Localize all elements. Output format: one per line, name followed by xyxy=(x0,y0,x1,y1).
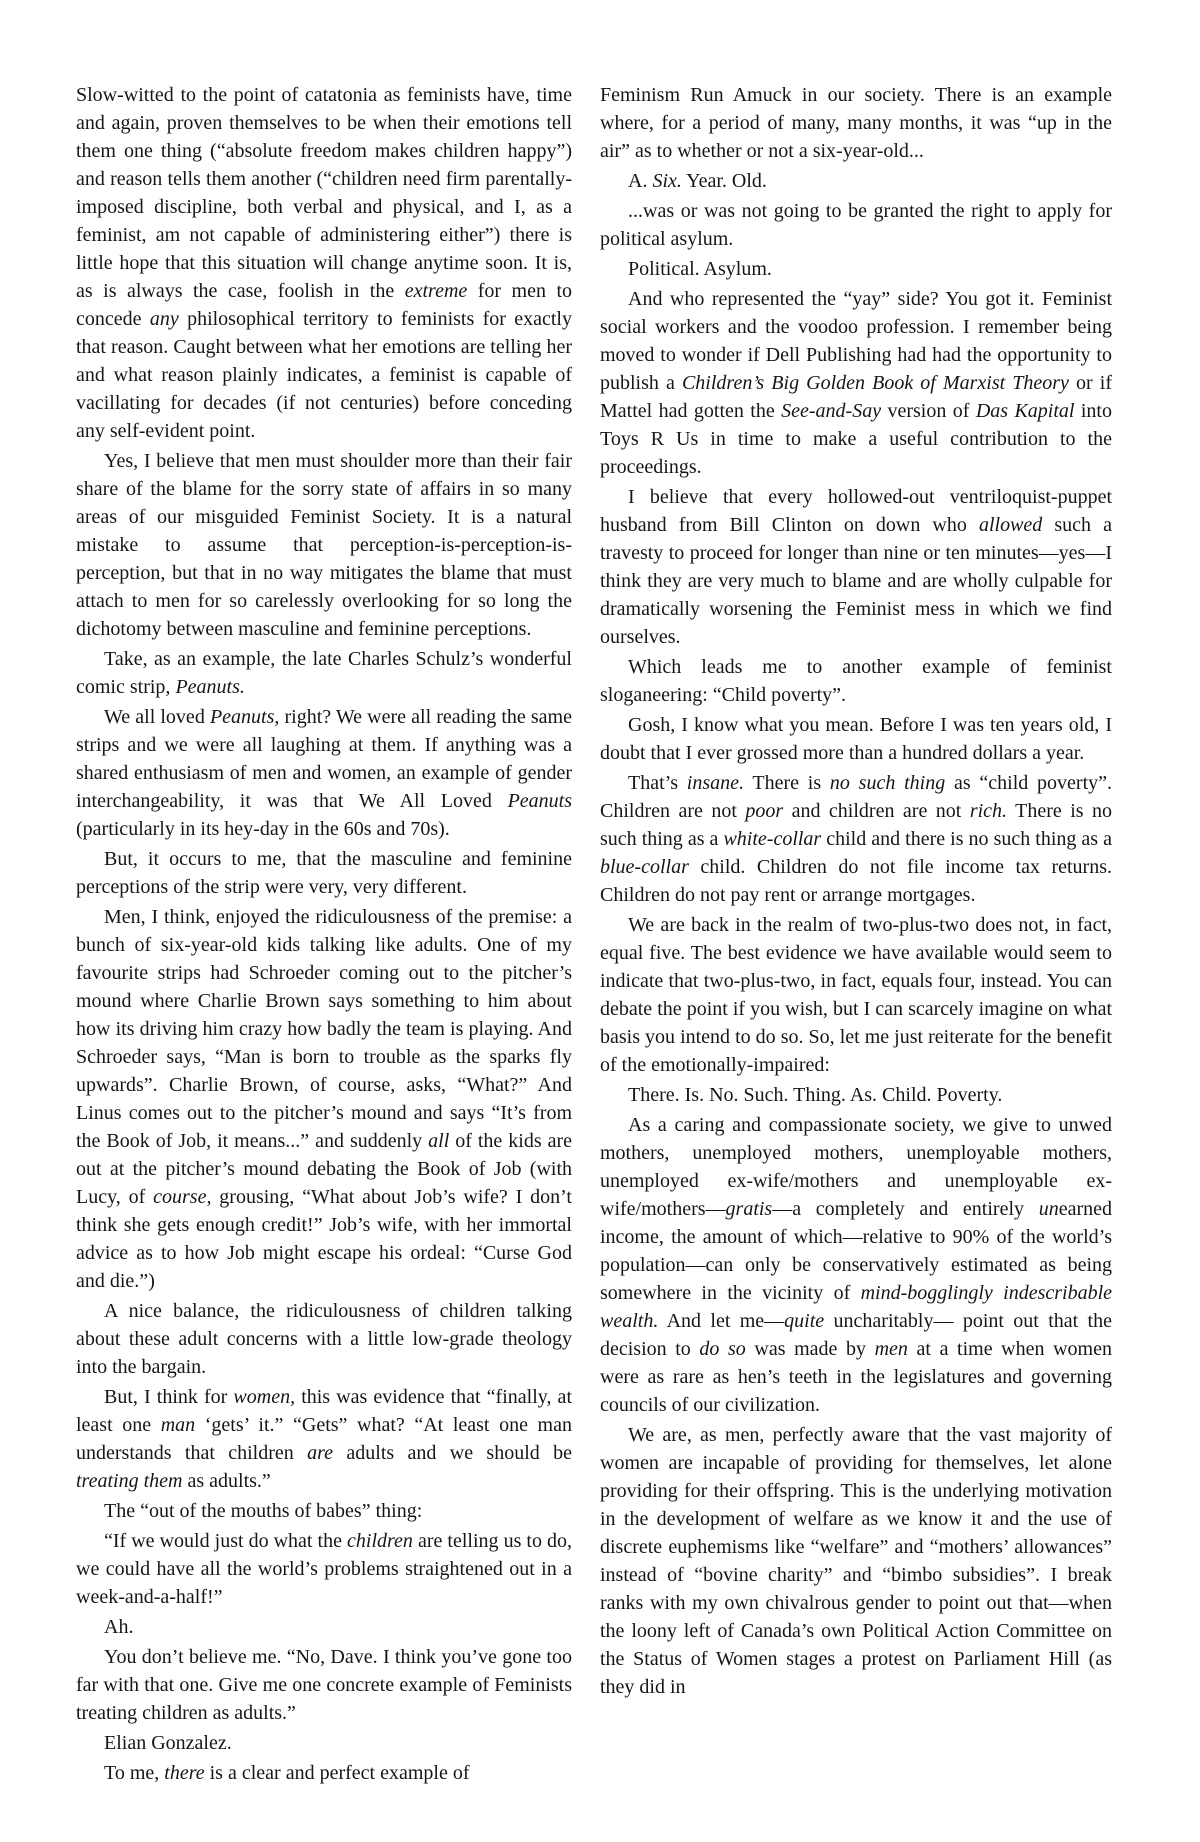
text-run: was made by xyxy=(745,1338,875,1360)
paragraph xyxy=(76,903,572,1295)
italic-text: Peanuts. xyxy=(175,676,245,698)
text-run: is a clear and perfect example of xyxy=(204,1762,470,1784)
left-text-column xyxy=(76,81,572,1789)
italic-text: all xyxy=(428,1130,450,1152)
text-run: “If we would just do what the xyxy=(104,1530,348,1552)
italic-text: white-collar xyxy=(723,828,822,850)
text-run: The “out of the mouths of babes” thing: xyxy=(104,1500,423,1522)
text-run: of the kids are out at the pitcher’s mound debating the Book of Job (with Lucy, of xyxy=(76,1130,572,1208)
italic-text: extreme xyxy=(404,280,468,302)
text-run: , right? We were all reading the same strips and we were all laughing at them. If anything was a shared enthusiasm of men and women, an example of gender interchangeability, it was that We All Loved xyxy=(76,706,572,812)
paragraph xyxy=(600,653,1112,709)
italic-text: no such thing xyxy=(829,772,946,794)
text-run: (particularly in its hey-day in the 60s and 70s). xyxy=(76,818,450,840)
text-run: Men, I think, enjoyed the ridiculousness of the premise: a bunch of six-year-old kids talking like adults. One of my favourite strips had Schroeder coming out to the pitcher’s mound where Charlie Brown says something to him about how its driving him crazy how badly the team is playing. And Schroeder says, “Man is born to trouble as the sparks fly upwards”. Charlie Brown, of course, asks, “What?” And Linus comes out to the pitcher’s mound and says “It’s from the Book of Job, it means...” and suddenly xyxy=(76,906,572,1152)
text-run: There is no such thing as a xyxy=(600,800,1113,850)
paragraph xyxy=(76,645,572,701)
text-run: Year. Old. xyxy=(681,170,767,192)
italic-text: allowed xyxy=(978,514,1043,536)
text-run: And who represented the “yay” side? You got it. Feminist social workers and the voodoo profession. I remember being moved to wonder if Dell Publishing had had the opportunity to publish a xyxy=(600,288,1112,394)
italic-text: mind-bogglingly indescribable wealth. xyxy=(600,1282,1113,1332)
text-run: Ah. xyxy=(104,1616,134,1638)
text-run: I believe that every hollowed-out ventriloquist-puppet husband from Bill Clinton on down who xyxy=(600,486,1112,536)
italic-text: treating them xyxy=(76,1470,183,1492)
text-run: and children are not xyxy=(783,800,970,822)
paragraph xyxy=(600,285,1112,481)
italic-text: Six. xyxy=(652,170,682,192)
paragraph xyxy=(600,483,1112,651)
italic-text: rich. xyxy=(969,800,1008,822)
text-run: as “child poverty”. Children are not xyxy=(600,772,1112,822)
text-run: —a completely and entirely xyxy=(772,1198,1039,1220)
italic-text: man xyxy=(160,1414,196,1436)
italic-text: Peanuts xyxy=(507,790,572,812)
italic-text: any xyxy=(149,308,179,330)
text-run: version of xyxy=(881,400,976,422)
paragraph xyxy=(600,911,1112,1079)
paragraph xyxy=(600,81,1112,165)
paragraph xyxy=(76,845,572,901)
text-run: That’s xyxy=(628,772,687,794)
italic-text: women, xyxy=(233,1386,296,1408)
text-run: Gosh, I know what you mean. Before I was ten years old, I doubt that I ever grossed more than a hundred dollars a year. xyxy=(600,714,1112,764)
right-text-column xyxy=(600,81,1112,1703)
text-run: or if Mattel had gotten the xyxy=(600,372,1112,422)
paragraph xyxy=(600,255,1112,283)
text-run: A. xyxy=(628,170,653,192)
italic-text: Peanuts xyxy=(209,706,275,728)
text-run: As a caring and compassionate society, we give to unwed mothers, unemployed mothers, unemployable mothers, unemployed ex-wife/mothers and unemployable ex-wife/mothers— xyxy=(600,1114,1112,1220)
text-run: Yes, I believe that men must shoulder more than their fair share of the blame for the sorry state of affairs in so many areas of our misguided Feminist Society. It is a natural mistake to assume that perception-is-perception-is-perception, but that in no way mitigates the blame that must attach to men for so carelessly overlooking for so long the dichotomy between masculine and feminine perceptions. xyxy=(76,450,572,640)
text-run: uncharitably— point out that the decision to xyxy=(600,1310,1112,1360)
paragraph xyxy=(76,447,572,643)
text-run: as adults.” xyxy=(182,1470,271,1492)
text-run: philosophical territory to feminists for exactly that reason. Caught between what her emotions are telling her and what reason plainly indicates, a feminist is capable of vacillating for decades (if not centuries) before conceding any self-evident point. xyxy=(76,308,572,442)
text-run: Which leads me to another example of feminist sloganeering: “Child poverty”. xyxy=(600,656,1112,706)
text-run: such a travesty to proceed for longer than nine or ten minutes—yes—I think they are very much to blame and are wholly culpable for dramatically worsening the Feminist mess in which we find ourselves. xyxy=(600,514,1112,648)
text-run: ‘gets’ it.” “Gets” what? “At least one man understands that children xyxy=(76,1414,572,1464)
paragraph xyxy=(76,1613,572,1641)
paragraph xyxy=(600,1081,1112,1109)
text-run: adults and we should be xyxy=(333,1442,573,1464)
text-run: Political. Asylum. xyxy=(628,258,772,280)
italic-text: quite xyxy=(784,1310,825,1332)
text-run: We all loved xyxy=(104,706,210,728)
italic-text: Das Kapital xyxy=(975,400,1075,422)
text-run: Slow-witted to the point of catatonia as feminists have, time and again, proven themselves to be when their emotions tell them one thing (“absolute freedom makes children happy”) and reason tells them another (“children need firm parentally-imposed discipline, both verbal and physical, and I, as a feminist, am not capable of administering either”) there is little hope that this situation will change anytime soon. It is, as is always the case, foolish in the xyxy=(76,84,572,302)
text-run: And let me— xyxy=(658,1310,785,1332)
text-run: There. Is. No. Such. Thing. As. Child. Poverty. xyxy=(628,1084,1003,1106)
italic-text: blue-collar xyxy=(600,856,689,878)
text-run: We are, as men, perfectly aware that the vast majority of women are incapable of providing for themselves, let alone providing for their offspring. This is the underlying motivation in the development of welfare as we know it and the use of discrete euphemisms like “welfare” and “mothers’ allowances” instead of “bovine charity” and “bimbo subsidies”. I break ranks with my own chivalrous gender to point out that—when the loony left of Canada’s own Political Action Committee on the Status of Women stages a protest on Parliament Hill (as they did in xyxy=(600,1424,1112,1698)
paragraph xyxy=(76,1297,572,1381)
text-run: A nice balance, the ridiculousness of children talking about these adult concerns with a little low-grade theology into the bargain. xyxy=(76,1300,572,1378)
paragraph xyxy=(76,1383,572,1495)
text-run: grousing, “What about Job’s wife? I don’t think she gets enough credit!” Job’s wife, with her immortal advice as to how Job might escape his ordeal: “Curse God and die.”) xyxy=(76,1186,572,1292)
text-run: Feminism Run Amuck in our society. There is an example where, for a period of many, many months, it was “up in the air” as to whether or not a six-year-old... xyxy=(600,84,1112,162)
italic-text: children xyxy=(347,1530,413,1552)
paragraph xyxy=(600,711,1112,767)
text-run: ...was or was not going to be granted the right to apply for political asylum. xyxy=(600,200,1112,250)
paragraph xyxy=(76,1729,572,1757)
text-run: this was evidence that “finally, at least one xyxy=(76,1386,572,1436)
italic-text: are xyxy=(307,1442,334,1464)
text-run: child and there is no such thing as a xyxy=(821,828,1112,850)
text-run: earned income, the amount of which—relative to 90% of the world’s population—can only be conservatively estimated as being somewhere in the vicinity of xyxy=(600,1198,1112,1304)
paragraph xyxy=(600,1421,1112,1701)
paragraph xyxy=(600,197,1112,253)
italic-text: gratis xyxy=(725,1198,773,1220)
italic-text: course, xyxy=(153,1186,212,1208)
text-run: But, it occurs to me, that the masculine and feminine perceptions of the strip were very, very different. xyxy=(76,848,572,898)
text-run: child. Children do not file income tax returns. Children do not pay rent or arrange mortgages. xyxy=(600,856,1112,906)
text-run: Take, as an example, the late Charles Schulz’s wonderful comic strip, xyxy=(76,648,572,698)
text-run: There is xyxy=(743,772,830,794)
text-run: are telling us to do, we could have all the world’s problems straightened out in a week-and-a-half!” xyxy=(76,1530,572,1608)
italic-text: See-and-Say xyxy=(781,400,882,422)
italic-text: Children’s Big Golden Book of Marxist Theory xyxy=(681,372,1069,394)
paragraph xyxy=(76,81,572,445)
paragraph xyxy=(76,703,572,843)
text-run: To me, xyxy=(104,1762,165,1784)
paragraph xyxy=(76,1759,572,1787)
italic-text: there xyxy=(164,1762,205,1784)
paragraph xyxy=(600,769,1112,909)
text-run: for men to concede xyxy=(76,280,573,330)
text-run: You don’t believe me. “No, Dave. I think you’ve gone too far with that one. Give me one concrete example of Feminists treating children as adults.” xyxy=(76,1646,572,1724)
italic-text: do so xyxy=(699,1338,746,1360)
paragraph xyxy=(76,1527,572,1611)
italic-text: men xyxy=(874,1338,908,1360)
paragraph xyxy=(600,167,1112,195)
italic-text: un xyxy=(1038,1198,1059,1220)
paragraph xyxy=(600,1111,1112,1419)
paragraph xyxy=(76,1643,572,1727)
text-run: But, I think for xyxy=(104,1386,234,1408)
text-run: into Toys R Us in time to make a useful contribution to the proceedings. xyxy=(600,400,1112,478)
text-run: at a time when women were as rare as hen’s teeth in the legislatures and governing councils of our civilization. xyxy=(600,1338,1112,1416)
italic-text: insane. xyxy=(686,772,744,794)
text-run: We are back in the realm of two-plus-two does not, in fact, equal five. The best evidence we have available would seem to indicate that two-plus-two, in fact, equals four, instead. You can debate the point if you wish, but I can scarcely imagine on what basis you intend to do so. So, let me just reiterate for the benefit of the emotionally-impaired: xyxy=(600,914,1112,1076)
paragraph xyxy=(76,1497,572,1525)
text-run: Elian Gonzalez. xyxy=(104,1732,232,1754)
italic-text: poor xyxy=(745,800,784,822)
